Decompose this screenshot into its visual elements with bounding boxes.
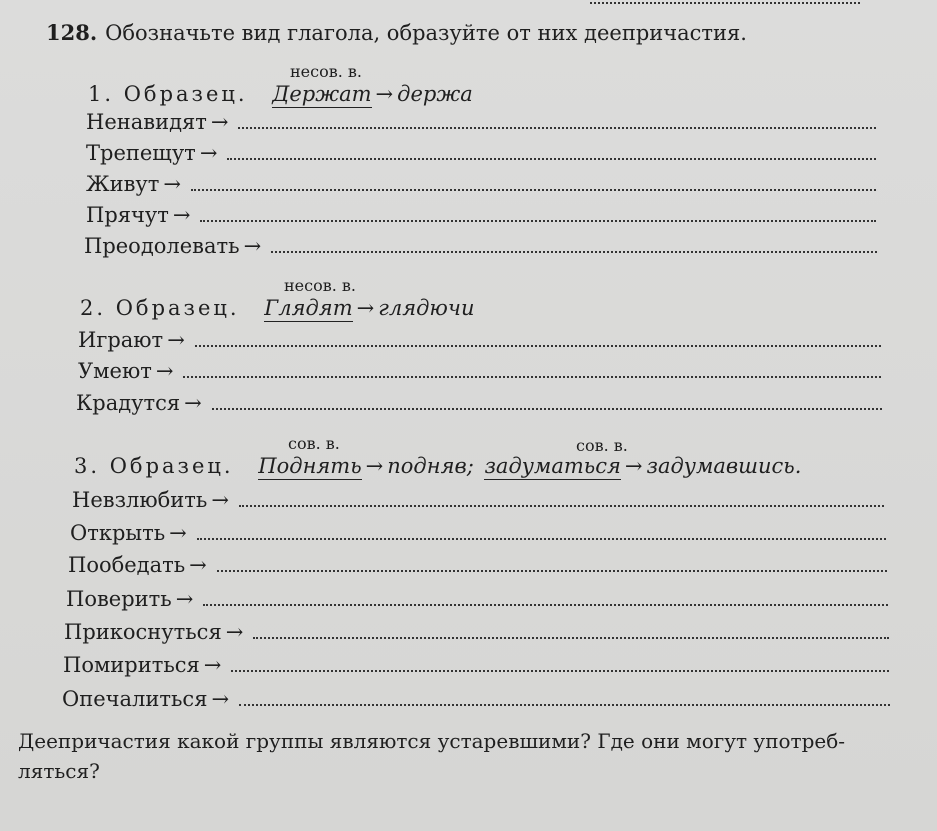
item-verb: Крадутся — [76, 391, 181, 415]
arrow-icon: → — [356, 296, 375, 320]
exercise-item — [78, 359, 881, 383]
answer-line[interactable] — [239, 688, 890, 706]
exercise-item — [78, 328, 881, 352]
exercise-item — [64, 620, 889, 644]
item-verb: Поверить — [66, 587, 172, 611]
sample-verb: Поднять — [258, 454, 362, 478]
exercise-instruction: Обозначьте вид глагола, образуйте от них деепричастия. — [105, 21, 747, 45]
item-verb: Играют — [78, 328, 164, 352]
answer-line[interactable] — [191, 173, 876, 191]
exercise-item — [86, 203, 876, 227]
answer-line[interactable] — [271, 235, 877, 253]
aspect-label: несов. в. — [290, 62, 362, 81]
answer-line[interactable] — [197, 522, 886, 540]
sample-result-2: задумавшись. — [646, 454, 802, 478]
item-verb: Трепещут — [86, 141, 196, 165]
top-answer-line — [590, 2, 860, 4]
arrow-icon: → — [225, 620, 244, 644]
arrow-icon: → — [203, 653, 222, 677]
sample-row-1 — [88, 82, 473, 106]
exercise-item — [84, 234, 877, 258]
arrow-icon: → — [624, 454, 643, 478]
aspect-label-2: сов. в. — [576, 436, 628, 455]
exercise-item — [72, 488, 884, 512]
sample-verb-2: задуматься — [484, 454, 621, 478]
closing-question: Деепричастия какой группы являются устаревшими? Где они могут употреб-ляться? — [18, 729, 846, 783]
answer-line[interactable] — [227, 142, 876, 160]
answer-line[interactable] — [231, 654, 889, 672]
answer-line[interactable] — [203, 588, 888, 606]
item-verb: Пообедать — [68, 553, 186, 577]
item-verb: Помириться — [63, 653, 200, 677]
arrow-icon: → — [167, 328, 185, 352]
arrow-icon: → — [184, 391, 202, 415]
item-verb: Прячут — [86, 203, 169, 227]
arrow-icon: → — [175, 587, 194, 611]
item-verb: Открыть — [70, 521, 166, 545]
item-verb: Невзлюбить — [72, 488, 208, 512]
arrow-icon: → — [365, 454, 384, 478]
answer-line[interactable] — [200, 204, 876, 222]
arrow-icon: → — [243, 234, 262, 258]
exercise-item — [66, 587, 888, 611]
sample-verb: Глядят — [264, 296, 353, 320]
sample-label: 3. Образец. — [74, 454, 234, 478]
arrow-icon: → — [210, 110, 229, 134]
arrow-icon: → — [211, 687, 230, 711]
exercise-item — [63, 653, 889, 677]
exercise-number: 128. — [46, 20, 98, 45]
answer-line[interactable] — [239, 489, 884, 507]
sample-label: 1. Образец. — [88, 82, 248, 106]
item-verb: Преодолевать — [84, 234, 240, 258]
arrow-icon: → — [199, 141, 218, 165]
sample-row-2 — [80, 296, 475, 320]
arrow-icon: → — [163, 172, 181, 196]
exercise-item — [68, 553, 887, 577]
sample-result: глядючи — [378, 296, 475, 320]
item-verb: Умеют — [78, 359, 152, 383]
sample-result: подняв; — [387, 454, 474, 478]
answer-line[interactable] — [183, 360, 881, 378]
arrow-icon: → — [211, 488, 229, 512]
answer-line[interactable] — [238, 111, 876, 129]
aspect-label: сов. в. — [288, 434, 340, 453]
exercise-item — [70, 521, 886, 545]
item-verb: Опечалиться — [62, 687, 208, 711]
answer-line[interactable] — [217, 554, 887, 572]
answer-line[interactable] — [195, 329, 881, 347]
aspect-label: несов. в. — [284, 276, 356, 295]
item-verb: Живут — [86, 172, 160, 196]
sample-label: 2. Образец. — [80, 296, 240, 320]
exercise-item — [86, 141, 876, 165]
arrow-icon: → — [172, 203, 191, 227]
arrow-icon: → — [375, 82, 394, 106]
item-verb: Прикоснуться — [64, 620, 222, 644]
arrow-icon: → — [169, 521, 187, 545]
exercise-item — [86, 110, 876, 134]
arrow-icon: → — [189, 553, 207, 577]
exercise-title — [46, 20, 747, 45]
item-verb: Ненавидят — [86, 110, 207, 134]
sample-verb: Держат — [272, 82, 372, 106]
sample-row-3 — [74, 454, 801, 478]
exercise-item — [86, 172, 876, 196]
sample-result: держа — [397, 82, 473, 106]
exercise-item — [62, 687, 890, 711]
answer-line[interactable] — [253, 621, 889, 639]
arrow-icon: → — [155, 359, 174, 383]
answer-line[interactable] — [212, 392, 882, 410]
exercise-item — [76, 391, 882, 415]
